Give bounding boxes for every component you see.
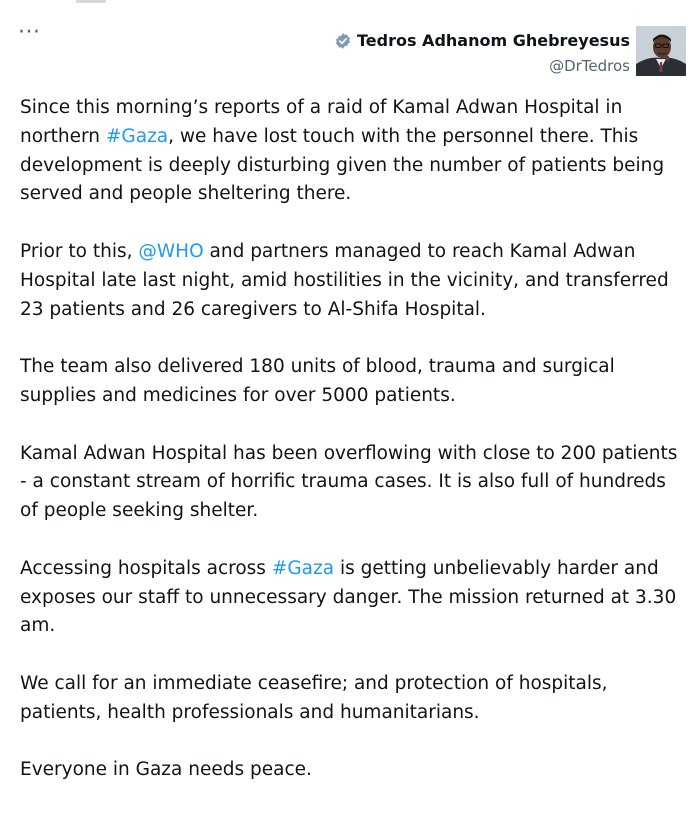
mention-who-link[interactable]: @WHO [138, 240, 204, 262]
author-info [334, 30, 630, 76]
tweet-paragraph: Everyone in Gaza needs peace. [20, 759, 312, 781]
tweet-text-segment: Since this morning’s reports of a raid of Kamal Adwan Hospital in northern [20, 97, 623, 147]
tweet-text-segment: Prior to this, [20, 240, 139, 262]
tweet-text-segment: , we have lost touch with the personnel there. This development is deeply disturbing given the number of patients being served and people sheltering there. [20, 125, 665, 205]
tweet-paragraph [20, 238, 688, 324]
avatar[interactable] [636, 26, 686, 76]
hashtag-gaza-link[interactable]: #Gaza [271, 557, 335, 579]
author-handle[interactable]: @DrTedros [549, 57, 630, 75]
author-name-row [334, 30, 630, 52]
tweet-paragraph [20, 555, 688, 641]
tweet-paragraph: Kamal Adwan Hospital has been overflowing with close to 200 patients - a constant stream of horrific trauma cases. It is also full of hundreds of people seeking shelter. [20, 442, 678, 522]
hashtag-gaza-link[interactable]: #Gaza [105, 125, 169, 147]
tweet-text-segment: Accessing hospitals across [20, 557, 272, 579]
verified-badge-icon [334, 32, 352, 50]
more-options-button[interactable]: ··· [18, 20, 41, 45]
tweet-text-segment: and partners managed to reach Kamal Adwan Hospital late last night, amid hostilities in the vicinity, and transferred 23 patients and 26 caregivers to Al-Shifa Hospital. [20, 240, 669, 320]
tweet-text-segment: is getting unbelievably harder and exposes our staff to unnecessary danger. The mission returned at 3.30 am. [20, 557, 677, 637]
tweet-body [20, 94, 688, 814]
avatar-image [636, 26, 686, 76]
tweet-paragraph [20, 94, 688, 209]
tweet-paragraph: The team also delivered 180 units of blood, trauma and surgical supplies and medicines for over 5000 patients. [20, 356, 615, 406]
top-divider [76, 0, 106, 3]
author-name[interactable]: Tedros Adhanom Ghebreyesus [356, 31, 630, 50]
tweet-paragraph: We call for an immediate ceasefire; and protection of hospitals, patients, health professionals and humanitarians. [20, 672, 608, 723]
